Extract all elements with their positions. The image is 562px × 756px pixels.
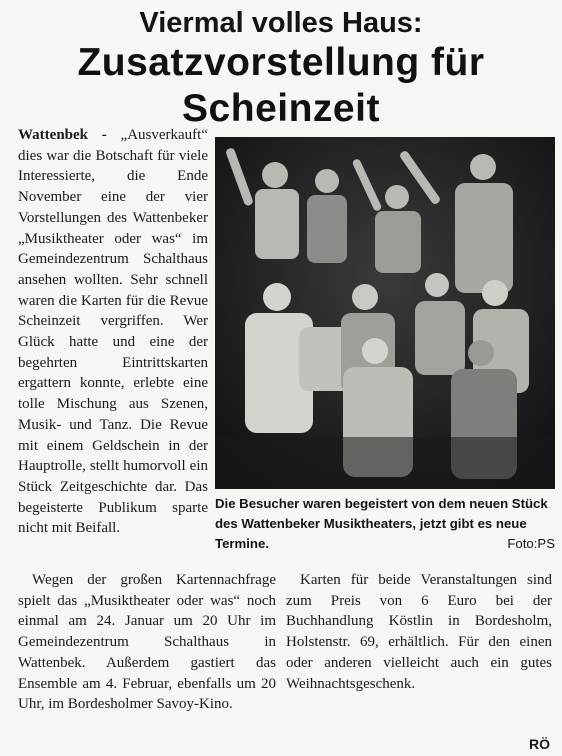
ensemble-stage-image — [215, 137, 555, 489]
theater-photo — [215, 137, 555, 489]
article-column-left — [18, 125, 208, 539]
headline-text: Zusatzvorstellung für Scheinzeit — [77, 41, 485, 130]
caption-text: Die Besucher waren begeistert von dem neuen Stück des Wattenbeker Musiktheaters, jetzt gibt es neue Termine. — [215, 496, 548, 551]
intro-paragraph — [18, 125, 208, 539]
intro-text: „Ausverkauft“ dies war die Botschaft für viele Interessierte, die Ende November eine der vier Vorstellungen des Wattenbeker „Musiktheater oder was“ im Gemeindezentrum Schalthaus ansehen wollten. Sehr schnell waren die Karten für die Revue Scheinzeit vergriffen. Wer Glück hatte und eine der begehrten Eintrittskarten ergattern konnte, erlebte eine tolle Mischung aus Szenen, Musik- und Tanz. Die Revue mit einem Geldschein in der Hauptrolle, stellt humorvoll ein Stück Zeitgeschichte dar. Das begeisterte Publikum sparte nicht mit Beifall. — [18, 127, 208, 537]
article-headline — [0, 40, 562, 132]
article-column-bottom-left — [18, 570, 276, 715]
author-signature: RÖ — [529, 736, 550, 752]
article-kicker: Viermal volles Haus: — [139, 7, 423, 39]
photo-caption — [215, 494, 555, 554]
photo-credit: Foto:PS — [507, 536, 555, 551]
paragraph-3: Karten für beide Veranstaltungen sind zum Preis von 6 Euro bei der Buchhandlung Köstlin in Bordesholm, Holstenstr. 69, erhältlich. Für den einen oder anderen vielleicht auch ein gutes Weihnachtsgeschenk. — [286, 572, 552, 692]
article-column-bottom-right — [286, 570, 552, 694]
paragraph-2: Wegen der großen Kartennachfrage spielt das „Musiktheater oder was“ noch einmal am 24. Januar um 20 Uhr im Gemeindezentrum Schalthaus in Wattenbek. Außerdem gastiert das Ensemble am 4. Februar, ebenfalls um 20 Uhr, im Bordesholmer Savoy-Kino. — [18, 572, 276, 713]
dateline: Wattenbek - — [18, 127, 121, 143]
